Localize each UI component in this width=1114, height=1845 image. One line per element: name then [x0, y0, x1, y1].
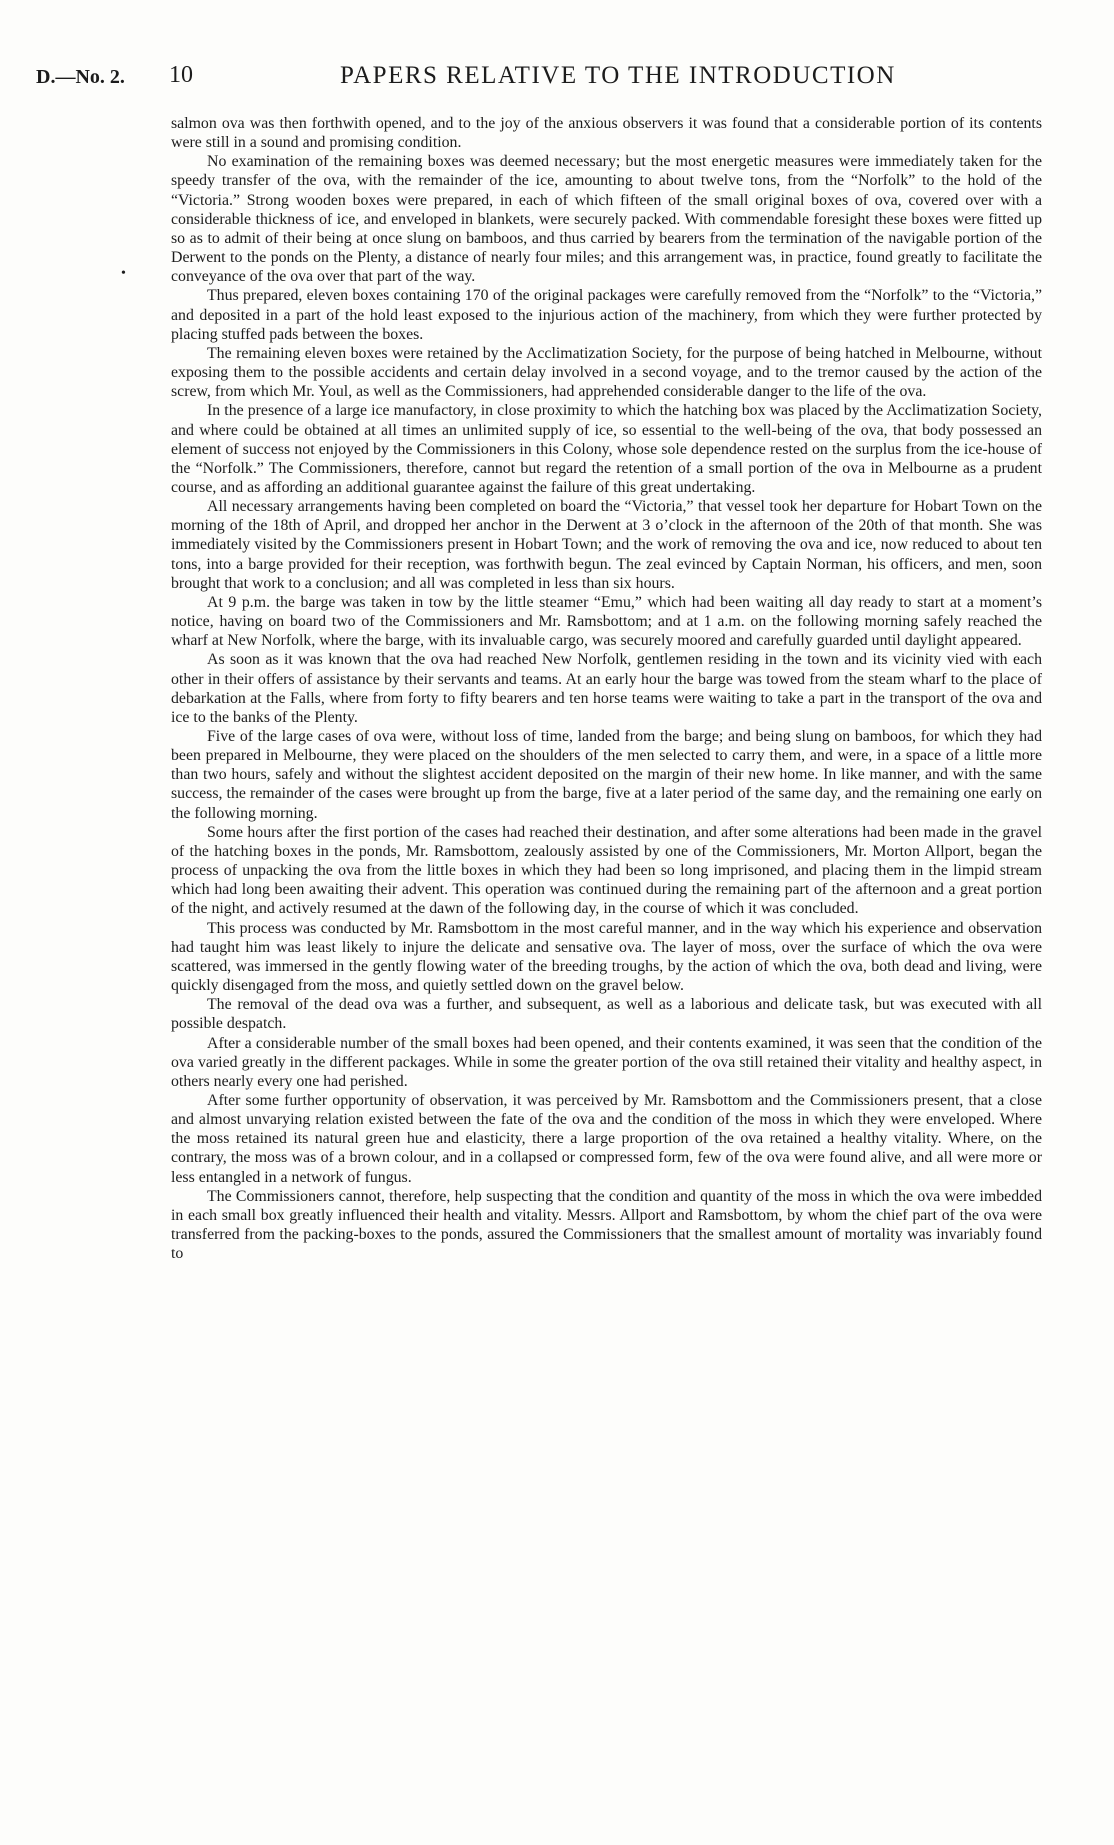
document-reference: D.—No. 2. — [36, 66, 125, 88]
margin-mark: • — [121, 266, 126, 281]
paragraph: After a considerable number of the small boxes had been opened, and their contents examined, it was seen that the condition of the ova varied greatly in the different packages. While in some the greater portion of the ova still retained their vitality and healthy aspect, in others nearly every one had perished. — [171, 1034, 1042, 1090]
paragraph: Thus prepared, eleven boxes containing 170 of the original packages were carefully removed from the “Norfolk” to the “Victoria,” and deposited in a part of the hold least exposed to the injurious action of the machinery, from which they were further protected by placing stuffed pads between the boxes. — [171, 287, 1042, 343]
page-header — [36, 62, 1074, 98]
paragraph: The Commissioners cannot, therefore, help suspecting that the condition and quantity of the moss in which the ova were imbedded in each small box greatly influenced their health and vitality. Messrs. Allport and Ramsbottom, by whom the chief part of the ova were transferred from the packing-boxes to the ponds, assured the Commissioners that the smallest amount of mortality was invariably found to — [171, 1187, 1042, 1263]
paragraph: After some further opportunity of observation, it was perceived by Mr. Ramsbottom and the Commissioners present, that a close and almost unvarying relation existed between the fate of the ova and the condition of the moss in which they were enveloped. Where the moss retained its natural green hue and elasticity, there a large proportion of the ova retained a healthy vitality. Where, on the contrary, the moss was of a brown colour, and in a collapsed or compressed form, few of the ova were found alive, and all were more or less entangled in a network of fungus. — [171, 1091, 1042, 1186]
paragraph: At 9 p.m. the barge was taken in tow by the little steamer “Emu,” which had been waiting all day ready to start at a moment’s notice, having on board two of the Commissioners and Mr. Ramsbottom; and at 1 a.m. on the following morning safely reached the wharf at New Norfolk, where the barge, with its invaluable cargo, was securely moored and carefully guarded until daylight appeared. — [171, 593, 1042, 650]
running-title: PAPERS RELATIVE TO THE INTRODUCTION — [340, 62, 896, 89]
paragraph: As soon as it was known that the ova had reached New Norfolk, gentlemen residing in the town and its vicinity vied with each other in their offers of assistance by their servants and teams. At an early hour the barge was towed from the steam wharf to the place of debarkation at the Falls, where from forty to fifty bearers and ten horse teams were waiting to take a part in the transport of the ova and ice to the banks of the Plenty. — [171, 651, 1042, 726]
paragraph: The remaining eleven boxes were retained by the Acclimatization Society, for the purpose of being hatched in Melbourne, without exposing them to the possible accidents and certain delay involved in a second voyage, and to the tremor caused by the action of the screw, from which Mr. Youl, as well as the Commissioners, had apprehended considerable danger to the life of the ova. — [171, 344, 1042, 401]
paragraph: Five of the large cases of ova were, without loss of time, landed from the barge; and being slung on bamboos, for which they had been prepared in Melbourne, they were placed on the shoulders of the men selected to carry them, and were, in a space of a little more than two hours, safely and without the slightest accident deposited on the margin of their new home. In like manner, and with the same success, the remainder of the cases were brought up from the barge, five at a later period of the same day, and the remaining one early on the following morning. — [171, 728, 1042, 822]
paragraph: No examination of the remaining boxes was deemed necessary; but the most energetic measures were immediately taken for the speedy transfer of the ova, with the remainder of the ice, amounting to about twelve tons, from the “Norfolk” to the hold of the “Victoria.” Strong wooden boxes were prepared, in each of which fifteen of the small original boxes of ova, covered over with a considerable thickness of ice, and enveloped in blankets, were securely packed. With commendable foresight these boxes were fitted up so as to admit of their being at once slung on bamboos, and thus carried by bearers from the termination of the navigable portion of the Derwent to the ponds on the Plenty, a distance of nearly four miles; and this arrangement was, in practice, found greatly to facilitate the conveyance of the ova over that part of the way. — [171, 153, 1042, 286]
body-text — [171, 114, 1042, 1263]
paragraph: In the presence of a large ice manufactory, in close proximity to which the hatching box was placed by the Acclimatization Society, and where could be obtained at all times an unlimited supply of ice, so essential to the well-being of the ova, that body possessed an element of success not enjoyed by the Commissioners in this Colony, whose sole dependence rested on the surplus from the ice-house of the “Norfolk.” The Commissioners, therefore, cannot but regard the retention of a small portion of the ova in Melbourne as a prudent course, and as affording an additional guarantee against the failure of this great undertaking. — [171, 402, 1042, 496]
paragraph: salmon ova was then forthwith opened, and to the joy of the anxious observers it was found that a considerable portion of its contents were still in a sound and promising condition. — [171, 115, 1042, 152]
paragraph: The removal of the dead ova was a further, and subsequent, as well as a laborious and delicate task, but was executed with all possible despatch. — [171, 996, 1042, 1033]
paragraph: Some hours after the first portion of the cases had reached their destination, and after some alterations had been made in the gravel of the hatching boxes in the ponds, Mr. Ramsbottom, zealously assisted by one of the Commissioners, Mr. Morton Allport, began the process of unpacking the ova from the little boxes in which they had been so long imprisoned, and placing them in the limpid stream which had long been awaiting their advent. This operation was continued during the remaining part of the afternoon and a great portion of the night, and actively resumed at the dawn of the following day, in the course of which it was concluded. — [171, 823, 1042, 918]
paragraph: This process was conducted by Mr. Ramsbottom in the most careful manner, and in the way which his experience and observation had taught him was least likely to injure the delicate and sensative ova. The layer of moss, over the surface of which the ova were scattered, was immersed in the gently flowing water of the breeding troughs, by the action of which the ova, both dead and living, were quickly disengaged from the moss, and quietly settled down on the gravel below. — [171, 919, 1042, 995]
paragraph: All necessary arrangements having been completed on board the “Victoria,” that vessel took her departure for Hobart Town on the morning of the 18th of April, and dropped her anchor in the Derwent at 3 o’clock in the afternoon of the 20th of that month. She was immediately visited by the Commissioners present in Hobart Town; and the work of removing the ova and ice, now reduced to about ten tons, into a barge provided for their reception, was forthwith begun. The zeal evinced by Captain Norman, his officers, and men, soon brought that work to a conclusion; and all was completed in less than six hours. — [171, 498, 1042, 592]
page-number: 10 — [169, 62, 193, 88]
